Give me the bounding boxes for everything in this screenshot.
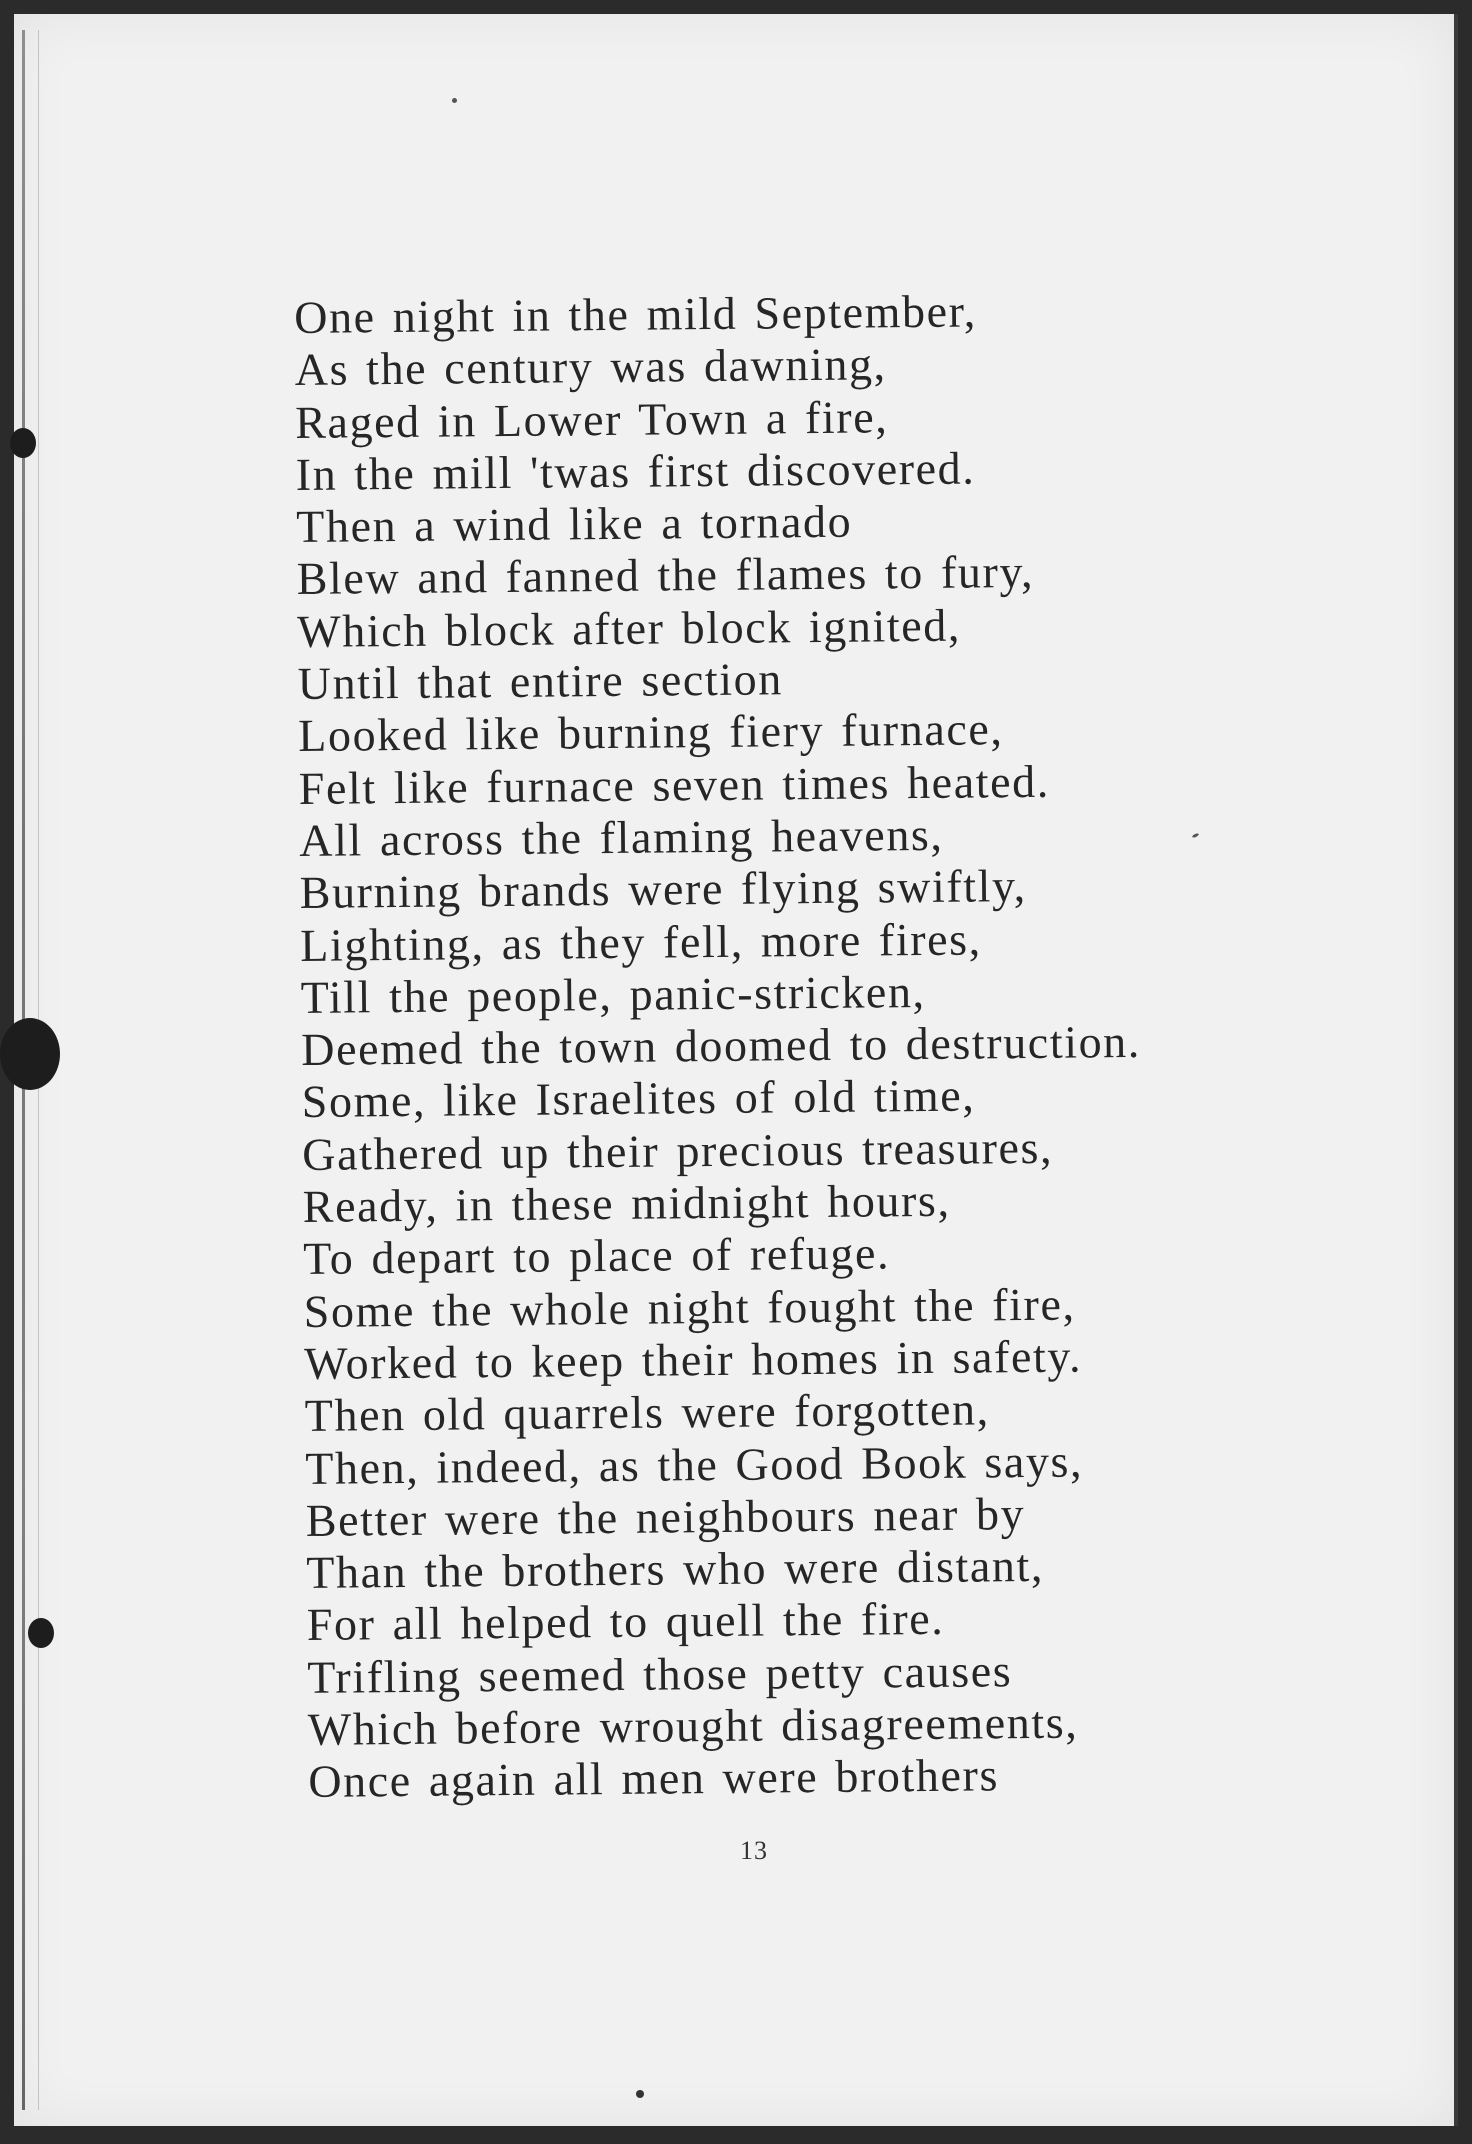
- ink-speck: [636, 2090, 644, 2098]
- poem-line: For all helped to quell the fire.: [306, 1593, 945, 1651]
- poem-line: Then old quarrels were forgotten,: [304, 1383, 990, 1442]
- poem-line: Worked to keep their homes in safety.: [304, 1330, 1083, 1389]
- page-right-edge: [1454, 14, 1458, 2126]
- poem-line: Some, like Israelites of old time,: [301, 1069, 976, 1128]
- poem-line: Blew and fanned the flames to fury,: [296, 546, 1035, 605]
- poem-line: Better were the neighbours near by: [305, 1487, 1026, 1546]
- poem-text: [294, 282, 1309, 1808]
- poem-line: In the mill 'twas first discovered.: [295, 442, 976, 500]
- binding-hole-middle: [0, 1018, 60, 1090]
- poem-line: Then, indeed, as the Good Book says,: [305, 1435, 1084, 1494]
- poem-line: To depart to place of refuge.: [303, 1227, 891, 1285]
- poem-line: Which before wrought disagreements,: [307, 1696, 1079, 1755]
- poem-line: All across the flaming heavens,: [299, 808, 944, 866]
- poem-line: Once again all men were brothers: [308, 1749, 1000, 1808]
- poem-line: Looked like burning fiery furnace,: [298, 703, 1004, 762]
- poem-line: Some the whole night fought the fire,: [303, 1278, 1076, 1337]
- poem-line: Then a wind like a tornado: [296, 495, 853, 553]
- poem-line: Till the people, panic-stricken,: [300, 965, 926, 1023]
- page-number: 13: [740, 1836, 768, 1865]
- poem-line: Than the brothers who were distant,: [306, 1539, 1045, 1599]
- binding-hole-top: [10, 428, 36, 458]
- poem-line: Felt like furnace seven times heated.: [298, 755, 1051, 814]
- poem-line: Ready, in these midnight hours,: [302, 1174, 951, 1233]
- poem-line: Until that entire section: [297, 653, 784, 710]
- poem-line: Deemed the town doomed to destruction.: [301, 1016, 1142, 1076]
- poem-line: Lighting, as they fell, more fires,: [300, 912, 982, 971]
- poem-line: Burning brands were flying swiftly,: [299, 860, 1027, 919]
- poem-line: As the century was dawning,: [294, 338, 887, 396]
- poem-line: Trifling seemed those petty causes: [307, 1644, 1013, 1703]
- poem-line: One night in the mild September,: [294, 285, 978, 343]
- binding-hole-bottom: [28, 1618, 54, 1648]
- poem-line: Which block after block ignited,: [297, 599, 962, 657]
- ink-speck: [452, 98, 457, 103]
- poem-line: Raged in Lower Town a fire,: [295, 390, 889, 448]
- poem-line: Gathered up their precious treasures,: [302, 1121, 1054, 1180]
